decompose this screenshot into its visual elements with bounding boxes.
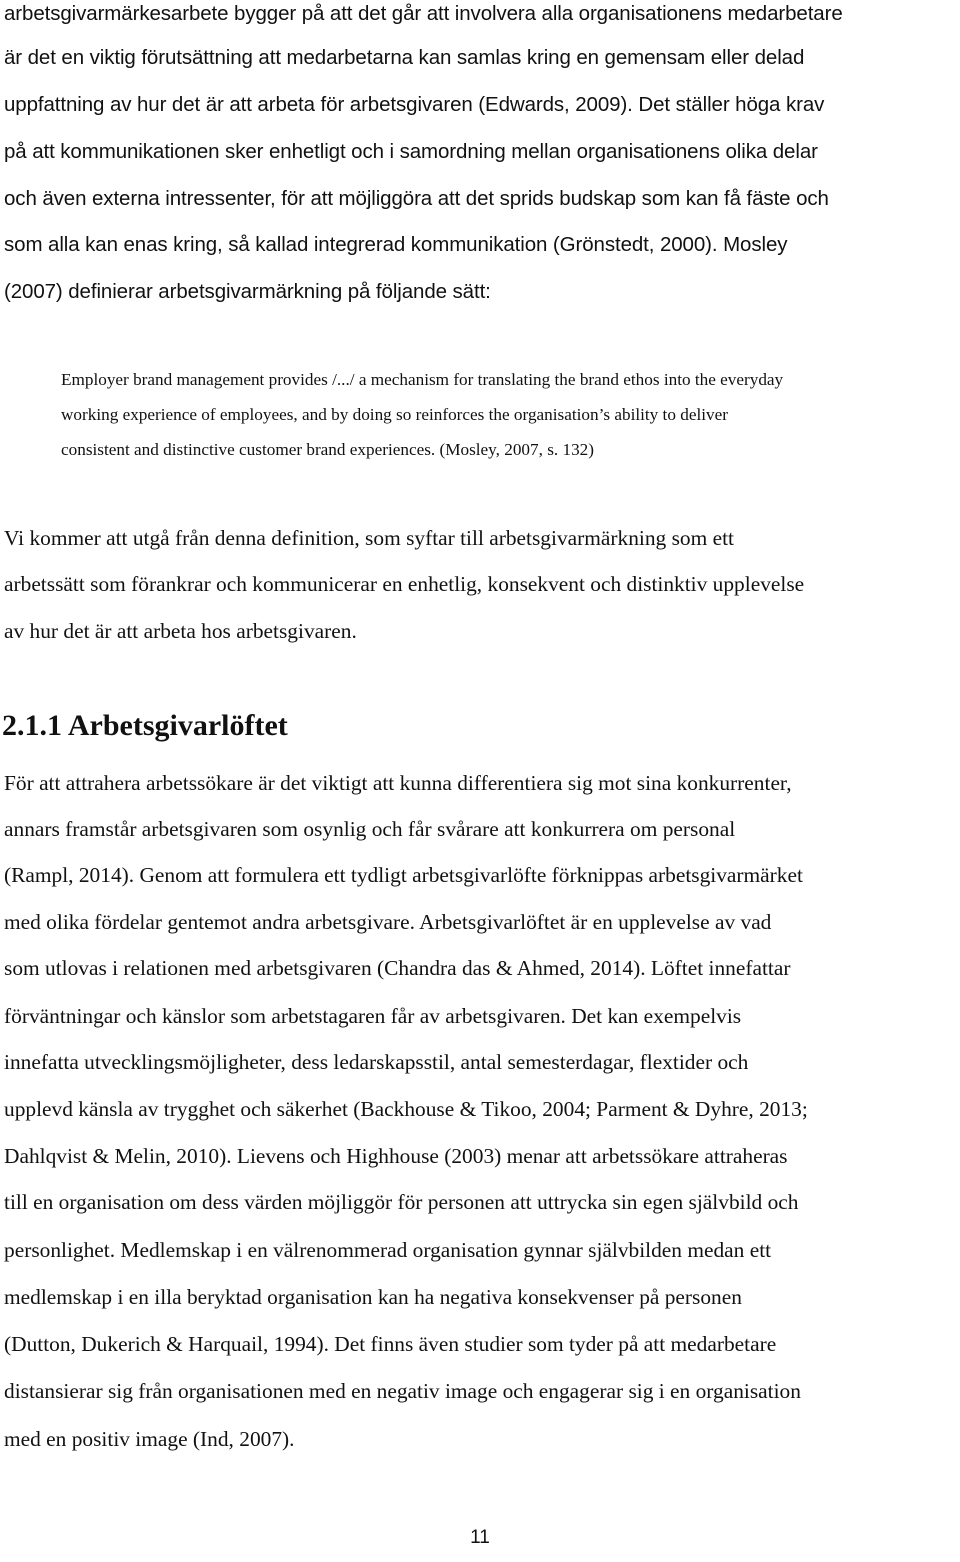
paragraph-line: med olika fördelar gentemot andra arbetsgivare. Arbetsgivarlöftet är en upplevelse av vad bbox=[4, 910, 772, 934]
quote-line: Employer brand management provides /.../ a mechanism for translating the brand ethos into the everyday bbox=[61, 370, 784, 389]
paragraph-line: och även externa intressenter, för att möjliggöra att det sprids budskap som kan få fäste och bbox=[4, 187, 829, 210]
paragraph-line: är det en viktig förutsättning att medarbetarna kan samlas kring en gemensam eller delad bbox=[4, 46, 805, 69]
paragraph-line: förväntningar och känslor som arbetstagaren får av arbetsgivaren. Det kan exempelvis bbox=[4, 1004, 742, 1028]
paragraph-line: uppfattning av hur det är att arbeta för arbetsgivaren (Edwards, 2009). Det ställer höga krav bbox=[4, 93, 825, 116]
paragraph-line: Dahlqvist & Melin, 2010). Lievens och Highhouse (2003) menar att arbetssökare attraheras bbox=[4, 1144, 788, 1168]
paragraph-line: (Rampl, 2014). Genom att formulera ett tydligt arbetsgivarlöfte förknippas arbetsgivarmärket bbox=[4, 863, 803, 887]
quote-line: consistent and distinctive customer brand experiences. (Mosley, 2007, s. 132) bbox=[61, 440, 595, 459]
paragraph-line: av hur det är att arbeta hos arbetsgivaren. bbox=[4, 619, 357, 643]
paragraph-line: innefatta utvecklingsmöjligheter, dess ledarskapsstil, antal semesterdagar, flextider och bbox=[4, 1050, 749, 1074]
paragraph-line: (Dutton, Dukerich & Harquail, 1994). Det finns även studier som tyder på att medarbetare bbox=[4, 1332, 777, 1356]
paragraph-line: på att kommunikationen sker enhetligt och i samordning mellan organisationens olika delar bbox=[4, 140, 818, 163]
paragraph-line: medlemskap i en illa beryktad organisation kan ha negativa konsekvenser på personen bbox=[4, 1285, 742, 1309]
paragraph-line: (2007) definierar arbetsgivarmärkning på följande sätt: bbox=[4, 280, 491, 303]
paragraph-line: annars framstår arbetsgivaren som osynlig och får svårare att konkurrera om personal bbox=[4, 817, 736, 841]
paragraph-line: personlighet. Medlemskap i en välrenommerad organisation gynnar självbilden medan ett bbox=[4, 1238, 772, 1262]
paragraph-line: arbetsgivarmärkesarbete bygger på att det går att involvera alla organisationens medarbetare bbox=[4, 2, 843, 25]
paragraph-line: upplevd känsla av trygghet och säkerhet (Backhouse & Tikoo, 2004; Parment & Dyhre, 2013; bbox=[4, 1097, 808, 1121]
section-heading: 2.1.1 Arbetsgivarlöftet bbox=[2, 709, 288, 742]
quote-line: working experience of employees, and by doing so reinforces the organisation’s ability to deliver bbox=[61, 405, 728, 424]
paragraph-line: Vi kommer att utgå från denna definition, som syftar till arbetsgivarmärkning som ett bbox=[4, 526, 734, 550]
paragraph-line: som alla kan enas kring, så kallad integrerad kommunikation (Grönstedt, 2000). Mosley bbox=[4, 233, 788, 256]
paragraph-line: distansierar sig från organisationen med en negativ image och engagerar sig i en organisation bbox=[4, 1379, 801, 1403]
paragraph-line: För att attrahera arbetssökare är det viktigt att kunna differentiera sig mot sina konkurrenter, bbox=[4, 771, 792, 795]
paragraph-line: som utlovas i relationen med arbetsgivaren (Chandra das & Ahmed, 2014). Löftet innefattar bbox=[4, 956, 791, 980]
paragraph-line: med en positiv image (Ind, 2007). bbox=[4, 1427, 295, 1451]
paragraph-line: arbetssätt som förankrar och kommunicerar en enhetlig, konsekvent och distinktiv upplevelse bbox=[4, 572, 805, 596]
paragraph-line: till en organisation om dess värden möjliggör för personen att uttrycka sin egen självbild och bbox=[4, 1190, 799, 1214]
page-number: 11 bbox=[470, 1527, 490, 1548]
